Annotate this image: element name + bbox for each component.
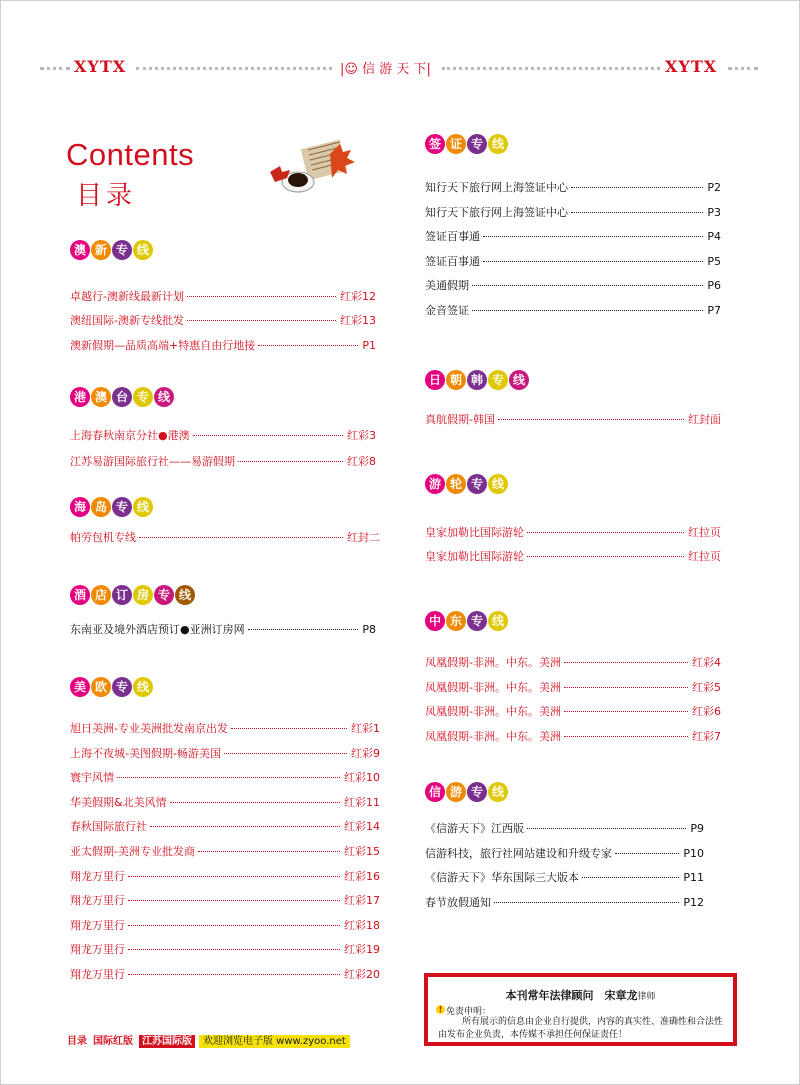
dotted-rule [136, 67, 332, 70]
entry-page: 红拉页 [688, 550, 721, 563]
section-heading-jiudian [70, 585, 196, 607]
entry-page: 红彩10 [344, 771, 380, 785]
dotted-rule [40, 67, 70, 70]
section-heading-meiou [70, 677, 154, 699]
toc-entry[interactable] [70, 819, 380, 835]
entry-page: P8 [362, 623, 376, 636]
section-heading-youlun [425, 474, 509, 496]
section-heading-char: 海 [70, 497, 90, 517]
entry-title: 帕劳包机专线 [70, 531, 136, 544]
section-heading-char: 专 [488, 370, 508, 390]
entry-title: 翔龙万里行 [70, 869, 125, 883]
mulu-title: 目录 [76, 181, 137, 211]
toc-entry[interactable] [70, 428, 376, 444]
dot-leader [564, 662, 688, 663]
entry-title: 东南亚及境外酒店预订●亚洲订房网 [70, 623, 245, 636]
section-heading-char: 轮 [446, 474, 466, 494]
entry-title: 澳新假期—品质高端+特惠自由行地接 [70, 339, 256, 352]
toc-entry[interactable] [70, 918, 380, 934]
entry-title: 《信游天下》华东国际三大版本 [425, 871, 579, 885]
toc-entry[interactable] [425, 870, 704, 886]
section-heading-char: 专 [467, 782, 487, 802]
section-heading-char: 游 [425, 474, 445, 494]
entry-page: 红封二 [347, 531, 380, 544]
dot-leader [117, 777, 340, 778]
entry-page: 红彩11 [344, 795, 380, 809]
entry-page: 红彩1 [351, 722, 380, 735]
dot-leader [483, 236, 703, 237]
brand-right: XYTX [665, 57, 718, 76]
entry-page: 红彩5 [692, 680, 721, 694]
toc-entry[interactable] [425, 729, 721, 745]
section-heading-haidao [70, 497, 154, 519]
entry-title: 旭日美洲-专业美洲批发南京出发 [70, 722, 228, 735]
toc-entry[interactable] [425, 303, 721, 319]
dot-leader [527, 532, 684, 533]
section-heading-char: 澳 [91, 387, 111, 407]
section-heading-char: 岛 [91, 497, 111, 517]
footer-edition: 国际红版 [93, 1036, 133, 1047]
entry-page: P10 [683, 846, 704, 860]
section-heading-char: 线 [488, 611, 508, 631]
toc-entry[interactable] [70, 869, 380, 885]
entry-page: 红彩3 [347, 429, 376, 442]
entry-title: 凤凰假期-非洲。中东。美洲 [425, 729, 561, 743]
entry-title: 江苏易游国际旅行社——易游假期 [70, 455, 235, 468]
entry-title: 签证百事通 [425, 230, 480, 244]
dot-leader [128, 925, 340, 926]
section-heading-char: 专 [133, 387, 153, 407]
entry-page: 红封面 [688, 413, 721, 426]
entry-title: 春节放假通知 [425, 895, 491, 909]
entry-title: 金音签证 [425, 304, 469, 317]
entry-title: 春秋国际旅行社 [70, 820, 147, 834]
entry-page: 红彩4 [692, 656, 721, 669]
entry-title: 真航假期-韩国 [425, 413, 495, 426]
section-heading-char: 专 [467, 474, 487, 494]
entry-page: 红彩17 [344, 894, 380, 908]
dot-leader [472, 285, 703, 286]
entry-title: 华美假期&北美风情 [70, 795, 167, 809]
entry-page: P4 [707, 230, 721, 244]
entry-title: 皇家加勒比国际游轮 [425, 526, 524, 539]
footer [67, 1034, 350, 1050]
toc-entry[interactable] [70, 844, 380, 860]
toc-entry[interactable] [425, 846, 704, 862]
section-heading-char: 订 [112, 585, 132, 605]
toc-entry[interactable] [70, 893, 380, 909]
entry-title: 澳纽国际-澳新专线批发 [70, 314, 184, 327]
section-heading-char: 港 [70, 387, 90, 407]
section-heading-char: 专 [112, 240, 132, 260]
toc-entry[interactable] [425, 180, 721, 196]
section-heading-char: 朝 [446, 370, 466, 390]
entry-page: P1 [362, 339, 376, 352]
toc-entry[interactable] [70, 289, 376, 305]
toc-entry[interactable] [425, 229, 721, 245]
toc-entry[interactable] [425, 680, 721, 696]
toc-entry[interactable] [70, 942, 380, 958]
section-heading-char: 台 [112, 387, 132, 407]
entry-page: 红彩9 [351, 746, 380, 760]
toc-entry[interactable] [425, 821, 704, 837]
toc-entry[interactable] [70, 338, 376, 354]
contents-title: Contents [66, 137, 195, 172]
brand-left: XYTX [74, 57, 127, 76]
section-heading-char: 欧 [91, 677, 111, 697]
entry-page: 红彩19 [344, 943, 380, 957]
legal-box [424, 973, 737, 1046]
dot-leader [527, 556, 684, 557]
toc-entry[interactable] [70, 746, 380, 762]
section-heading-char: 专 [467, 134, 487, 154]
section-heading-char: 美 [70, 677, 90, 697]
entry-page: 红彩7 [692, 729, 721, 743]
dot-leader [187, 320, 336, 321]
entry-page: P9 [690, 822, 704, 835]
section-heading-char: 专 [467, 611, 487, 631]
dot-leader [231, 728, 347, 729]
section-heading-aoxin [70, 240, 154, 262]
footer-edition-badge: 江苏国际版 [139, 1035, 195, 1048]
dot-leader [564, 687, 688, 688]
entry-title: 翔龙万里行 [70, 968, 125, 981]
toc-entry[interactable] [70, 622, 376, 638]
section-heading-char: 中 [425, 611, 445, 631]
dot-leader [582, 877, 679, 878]
entry-page: 红彩8 [347, 455, 376, 468]
toc-entry[interactable] [70, 967, 380, 983]
section-heading-char: 韩 [467, 370, 487, 390]
toc-entry[interactable] [425, 549, 721, 565]
section-heading-char: 日 [425, 370, 445, 390]
section-heading-char: 线 [133, 240, 153, 260]
section-heading-char: 线 [488, 782, 508, 802]
section-heading-char: 新 [91, 240, 111, 260]
disclaimer-text: 所有展示的信息由企业自行提供，内容的真实性、准确性和合法性由发布企业负责，本传媒不承担任何保证责任！ [438, 1017, 724, 1040]
entry-title: 皇家加勒比国际游轮 [425, 550, 524, 563]
toc-entry[interactable] [70, 313, 376, 329]
dotted-rule [728, 67, 758, 70]
section-heading-char: 东 [446, 611, 466, 631]
entry-page: 红彩12 [340, 290, 376, 303]
dot-leader [564, 736, 688, 737]
warning-icon: ! [436, 1005, 445, 1014]
entry-title: 知行天下旅行网上海签证中心 [425, 205, 568, 219]
section-heading-char: 信 [425, 782, 445, 802]
entry-title: 美通假期 [425, 279, 469, 293]
section-heading-char: 房 [133, 585, 153, 605]
header [0, 56, 800, 80]
dot-leader [187, 296, 336, 297]
dot-leader [258, 345, 358, 346]
toc-entry[interactable] [425, 704, 721, 720]
dot-leader [224, 753, 347, 754]
entry-page: P11 [683, 871, 704, 885]
entry-page: 红彩6 [692, 705, 721, 719]
entry-title: 《信游天下》江西版 [425, 822, 524, 835]
section-heading-char: 线 [488, 474, 508, 494]
section-heading-char: 线 [133, 497, 153, 517]
entry-title: 签证百事通 [425, 254, 480, 268]
section-heading-char: 线 [509, 370, 529, 390]
section-heading-char: 专 [112, 677, 132, 697]
dot-leader [564, 711, 688, 712]
dot-leader [150, 826, 340, 827]
entry-page: 红彩20 [344, 968, 380, 981]
disclaimer-label: 免责申明： [446, 1007, 492, 1017]
section-heading-char: 专 [112, 497, 132, 517]
dot-leader [128, 900, 340, 901]
footer-mulu: 目录 [67, 1036, 87, 1047]
entry-title: 翔龙万里行 [70, 918, 125, 932]
entry-title: 上海不夜城-美图假期-畅游美国 [70, 746, 221, 760]
dot-leader [615, 853, 679, 854]
section-heading-char: 澳 [70, 240, 90, 260]
dotted-rule [442, 67, 660, 70]
coffee-leaves-illustration [268, 140, 358, 196]
section-heading-char: 线 [488, 134, 508, 154]
dot-leader [483, 261, 703, 262]
dot-leader [128, 949, 340, 950]
entry-page: 红彩18 [344, 918, 380, 932]
footer-website-link[interactable]: 欢迎浏览电子版 www.zyoo.net [199, 1035, 350, 1048]
toc-entry[interactable] [425, 278, 721, 294]
entry-page: P12 [683, 895, 704, 909]
section-heading-char: 线 [133, 677, 153, 697]
header-title: |☺ 信 游 天 下| [340, 62, 431, 77]
entry-page: P5 [707, 254, 721, 268]
dot-leader [139, 537, 343, 538]
dot-leader [571, 187, 703, 188]
entry-title: 凤凰假期-非洲。中东。美洲 [425, 680, 561, 694]
section-heading-char: 游 [446, 782, 466, 802]
entry-title: 凤凰假期-非洲。中东。美洲 [425, 656, 561, 669]
entry-title: 亚太假期-美洲专业批发商 [70, 845, 195, 858]
legal-heading: 本刊常年法律顾问 宋章龙律师 [505, 989, 656, 1002]
section-heading-zhongdong [425, 611, 509, 633]
dot-leader [527, 828, 686, 829]
section-heading-char: 线 [154, 387, 174, 407]
toc-entry[interactable] [425, 655, 721, 671]
entry-title: 卓越行-澳新线最新计划 [70, 290, 184, 303]
entry-page: 红彩14 [344, 820, 380, 834]
entry-page: 红彩15 [344, 845, 380, 858]
entry-title: 上海春秋南京分社●港澳 [70, 429, 190, 442]
entry-page: P3 [707, 205, 721, 219]
toc-entry[interactable] [70, 721, 380, 737]
entry-title: 翔龙万里行 [70, 943, 125, 957]
section-heading-richaohan [425, 370, 530, 392]
toc-entry[interactable] [425, 254, 721, 270]
section-heading-char: 证 [446, 134, 466, 154]
dot-leader [498, 419, 684, 420]
dot-leader [128, 974, 340, 975]
section-heading-char: 酒 [70, 585, 90, 605]
entry-page: P2 [707, 181, 721, 194]
entry-page: 红彩16 [344, 869, 380, 883]
section-heading-char: 签 [425, 134, 445, 154]
entry-page: P6 [707, 279, 721, 293]
section-heading-gangaotai [70, 387, 175, 409]
entry-title: 寰宇风情 [70, 771, 114, 785]
dot-leader [128, 876, 340, 877]
entry-title: 凤凰假期-非洲。中东。美洲 [425, 705, 561, 719]
entry-page: 红拉页 [688, 526, 721, 539]
section-heading-char: 线 [175, 585, 195, 605]
dot-leader [170, 802, 340, 803]
section-heading-qianzheng [425, 134, 509, 156]
toc-entry[interactable] [70, 770, 380, 786]
entry-page: 红彩13 [340, 314, 376, 327]
dot-leader [198, 851, 340, 852]
dot-leader [193, 435, 343, 436]
dot-leader [571, 212, 703, 213]
toc-entry[interactable] [70, 795, 380, 811]
dot-leader [238, 461, 343, 462]
toc-entry[interactable] [70, 454, 376, 470]
entry-title: 知行天下旅行网上海签证中心 [425, 181, 568, 194]
entry-title: 翔龙万里行 [70, 894, 125, 908]
section-heading-char: 店 [91, 585, 111, 605]
section-heading-char: 专 [154, 585, 174, 605]
dot-leader [472, 310, 703, 311]
toc-entry[interactable] [425, 205, 721, 221]
toc-entry[interactable] [425, 895, 704, 911]
entry-title: 信游科技，旅行社网站建设和升级专家 [425, 846, 612, 860]
section-heading-xinyou [425, 782, 509, 804]
dot-leader [248, 629, 358, 630]
toc-entry[interactable] [70, 530, 380, 546]
toc-entry[interactable] [425, 525, 721, 541]
dot-leader [494, 902, 679, 903]
toc-entry[interactable] [425, 412, 721, 428]
entry-page: P7 [707, 304, 721, 317]
